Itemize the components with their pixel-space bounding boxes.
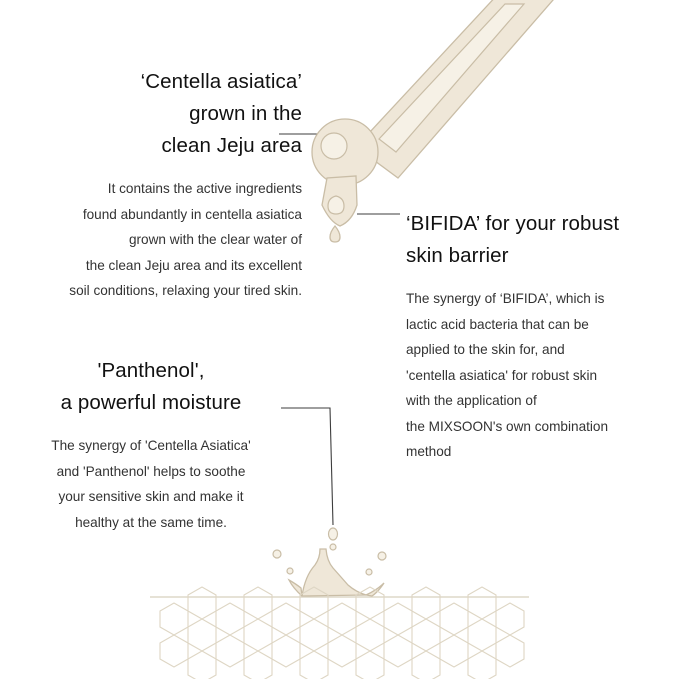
body-line: 'centella asiatica' for robust skin	[406, 367, 598, 383]
body-line: lactic acid bacteria that can be	[406, 316, 589, 332]
body-line: applied to the skin for, and	[406, 342, 565, 357]
droplet-splash-illustration	[273, 528, 386, 596]
callout-bifida	[406, 208, 668, 465]
heading-line: clean Jeju area	[161, 134, 302, 157]
callout-panthenol-heading	[18, 355, 284, 419]
body-line: the MIXSOON's own combination	[406, 418, 609, 434]
heading-line: 'Panthenol',	[97, 359, 205, 382]
callout-centella-body	[22, 176, 302, 304]
callout-centella-heading	[22, 66, 302, 162]
heading-line: skin barrier	[406, 244, 509, 267]
callout-panthenol	[18, 355, 284, 535]
body-line: with the application of	[406, 393, 537, 408]
callout-bifida-body	[406, 286, 668, 465]
callout-centella-asiatica	[22, 66, 302, 304]
body-line: grown with the clear water of	[128, 232, 302, 247]
body-line: method	[406, 444, 452, 459]
heading-line: a powerful moisture	[60, 391, 242, 414]
body-line: soil conditions, relaxing your tired skin.	[69, 283, 302, 298]
leader-line-panthenol	[281, 408, 333, 525]
body-line: found abundantly in centella asiatica	[82, 206, 302, 222]
heading-line: grown in the	[189, 102, 302, 125]
callout-bifida-heading	[406, 208, 668, 272]
honeycomb-skin-layer-illustration	[150, 587, 529, 679]
body-line: and 'Panthenol' helps to soothe	[56, 463, 246, 479]
body-line: The synergy of 'Centella Asiatica'	[51, 438, 251, 453]
heading-line: ‘BIFIDA’ for your robust	[406, 212, 620, 235]
body-line: The synergy of ‘BIFIDA’, which is	[406, 291, 605, 306]
heading-line: ‘Centella asiatica’	[140, 70, 302, 93]
body-line: the clean Jeju area and its excellent	[85, 257, 302, 273]
body-line: your sensitive skin and make it	[58, 489, 244, 504]
body-line: healthy at the same time.	[75, 514, 227, 530]
callout-panthenol-body	[18, 433, 284, 535]
body-line: It contains the active ingredients	[107, 181, 302, 196]
dropper-pipette-illustration	[312, 0, 560, 242]
